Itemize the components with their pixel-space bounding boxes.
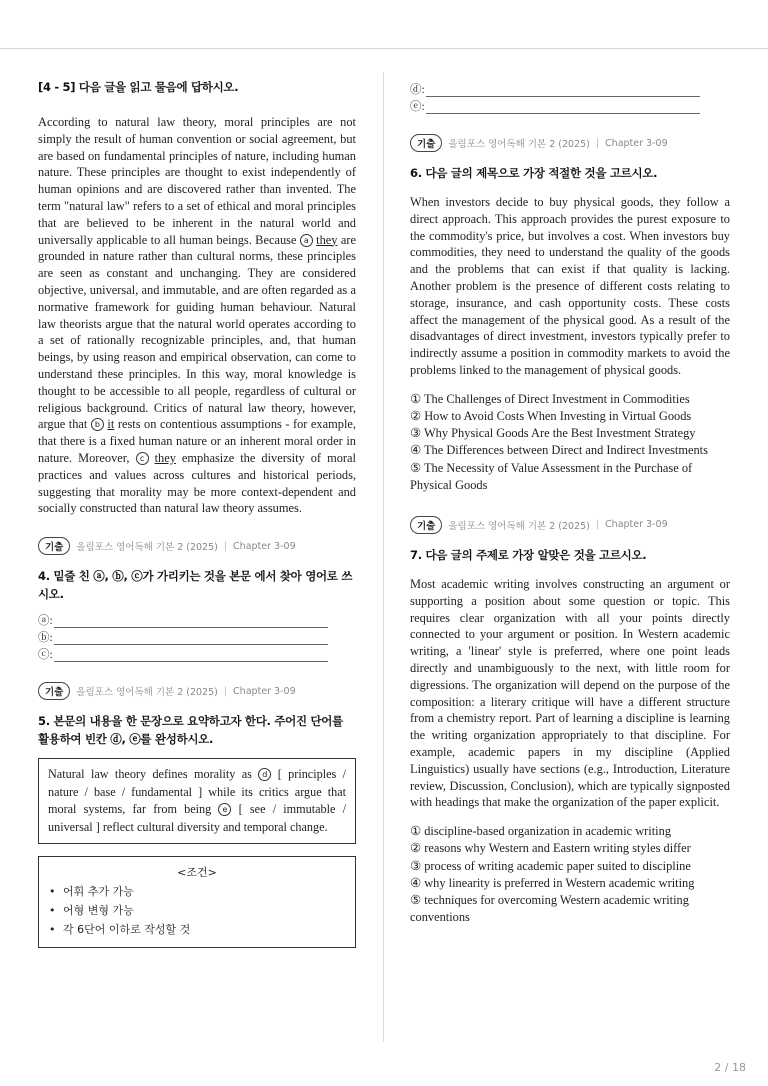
source-book: 올림포스 영어독해 기본 2 (2025) [76,542,218,554]
underlined-they-c: they [154,450,176,465]
source-tag: 기출 [38,537,70,555]
underlined-they-a: they [316,232,338,247]
condition-item: • 어휘 추가 가능 [49,882,345,901]
source-tagline-q6 [410,134,730,152]
option-2[interactable]: ② reasons why Western and Eastern writing styles differ [410,841,691,856]
condition-item: • 각 6단어 이하로 작성할 것 [49,920,345,939]
conditions-box [38,856,356,948]
option-5[interactable]: ⑤ The Necessity of Value Assessment in the Purchase of Physical Goods [410,460,693,492]
source-chapter: Chapter 3-09 [605,519,668,531]
summary-part-2: [ principles / nature / base / fundamental ] while its critics argue that moral systems, far from being [48,767,347,817]
condition-item: • 어형 변형 가능 [49,901,345,920]
question-7-options [410,823,730,926]
marker-b: b [91,418,104,431]
passage-part-4: emphasize the diversity of moral practices and values across cultures and historical periods, suggesting that morality may be more context-dependent and socially constructed than natural law theory assumes. [38,450,356,516]
option-3[interactable]: ③ Why Physical Goods Are the Best Investment Strategy [410,426,696,441]
passage-part-1: According to natural law theory, moral principles are not simply the result of human convention or social agreement, but are based on fundamental principles of nature, including human nature. These principles are thought to exist independently of human opinions and are discovered rather than invented. The term "natural law" refers to a set of ethical and moral principles that are believed to be inherent in the natural world and universally applicable to all human beings. Because [38,115,356,247]
passage-part-2: are grounded in nature rather than cultural norms, these principles are seen as constant and unchanging. They are considered objective, universal, and immutable, and are often regarded as a normative framework for guiding human behaviour. Natural law theorists argue that the natural world operates according to a set of rationally recognizable principles, and, that human beings, by using reason and empirical observation, can come to understand these principles. In this way, moral knowledge is thought to be accessible to all people, regardless of cultural or religious background. Critics of natural law theory, however, argue that [38,232,356,432]
question-6-title: 6. 다음 글의 제목으로 가장 적절한 것을 고르시오. [410,166,658,180]
tagline-separator: | [223,540,228,552]
question-6-options [410,391,730,494]
option-4[interactable]: ④ The Differences between Direct and Indirect Investments [410,443,708,458]
tagline-separator: | [223,685,228,697]
conditions-title: <조건> [177,866,217,880]
question-7-title: 7. 다음 글의 주제로 가장 알맞은 것을 고르시오. [410,547,647,562]
header-rule [0,48,768,49]
answer-line-c[interactable]: ⓒ: [38,645,328,662]
commodities-passage: When investors decide to buy physical goods, they follow a direct approach. This approach provides the purest exposure to the commodity's price, but involves a cost. When investors buy commodities, they need to understand the quality of the goods and the problems that can exist if that quality is lacking. Another problem is the presence of different costs relating to storage, insurance, and cash opportunity costs. These costs affect the management of the physical good. As a result of the disadvantages of direct investment, investors typically prefer to indirectly assume a position in commodity markets to avoid the problems linked to the management of physical goods. [410,195,730,377]
option-1[interactable]: ① The Challenges of Direct Investment in Commodities [410,391,690,406]
source-chapter: Chapter 3-09 [233,685,296,697]
marker-e: e [218,803,231,816]
passage-heading: [4 - 5] 다음 글을 읽고 물음에 답하시오. [38,80,239,94]
option-2[interactable]: ② How to Avoid Costs When Investing in Virtual Goods [410,408,692,423]
marker-a: a [300,234,313,247]
source-tagline-q7 [410,516,730,534]
marker-c: c [136,452,149,465]
question-4-answers [38,611,328,662]
source-tag: 기출 [38,682,70,700]
marker-d: d [258,768,271,781]
underlined-it-b: it [107,417,115,432]
answer-line-b[interactable]: ⓑ: [38,628,328,645]
option-5[interactable]: ⑤ techniques for overcoming Western academic writing conventions [410,892,689,925]
answer-line-a[interactable]: ⓐ: [38,611,328,628]
source-book: 올림포스 영어독해 기본 2 (2025) [448,520,590,532]
page-number: 2 / 18 [714,1061,746,1074]
left-column [38,78,356,948]
academic-writing-passage: Most academic writing involves constructing an argument or supporting a position about some question or topic. This requires clear organization with all your points directly connected to your argument or position. In Western academic writing, a 'linear' style is preferred, where one point leads directly and unambiguously to the next, with little room for digressions. The organization will depend on the purpose of the composition: a literary critique will have a different structure from a chemistry report. Part of learning a discipline is learning the writing organization appropriately to that discipline. For example, academic papers in my discipline (Applied Linguistics) usually have sections (e.g., Introduction, Literature review, Discussion, Conclusion), which are typically signposted with headings that make the organization of the paper explicit. [410,576,730,810]
source-tagline-q5 [38,682,356,700]
answer-line-d[interactable]: ⓓ: [410,80,700,97]
question-4-title: 4. 밑줄 친 ⓐ, ⓑ, ⓒ가 가리키는 것을 본문 에서 찾아 영어로 쓰시오. [38,569,353,602]
option-3[interactable]: ③ process of writing academic paper suited to discipline [410,858,691,873]
answer-line-e[interactable]: ⓔ: [410,97,700,114]
question-5-answers [410,80,700,114]
source-book: 올림포스 영어독해 기본 2 (2025) [448,139,590,150]
option-4[interactable]: ④ why linearity is preferred in Western academic writing [410,875,695,890]
natural-law-passage [38,114,356,517]
source-chapter: Chapter 3-09 [233,540,296,552]
source-tagline-q4 [38,537,356,555]
right-column [410,80,730,926]
source-chapter: Chapter 3-09 [605,137,668,149]
passage-part-3: rests on contentious assumptions - for example, that there is a fixed human nature or an inherent moral order in nature. Moreover, [38,417,356,465]
tagline-separator: | [595,519,600,531]
question-5-title: 5. 본문의 내용을 한 문장으로 요약하고자 한다. 주어진 단어를 활용하여 빈칸 ⓓ, ⓔ를 완성하시오. [38,714,343,747]
summary-box [38,758,356,844]
source-tag: 기출 [410,516,442,534]
summary-part-3: [ see / immutable / universal ] reflect cultural diversity and temporal change. [48,802,347,834]
tagline-separator: | [595,137,600,149]
column-divider [383,72,384,1042]
source-book: 올림포스 영어독해 기본 2 (2025) [76,687,218,699]
option-1[interactable]: ① discipline-based organization in academic writing [410,824,672,839]
source-tag: 기출 [410,134,442,152]
summary-part-1: Natural law theory defines morality as [48,767,252,782]
